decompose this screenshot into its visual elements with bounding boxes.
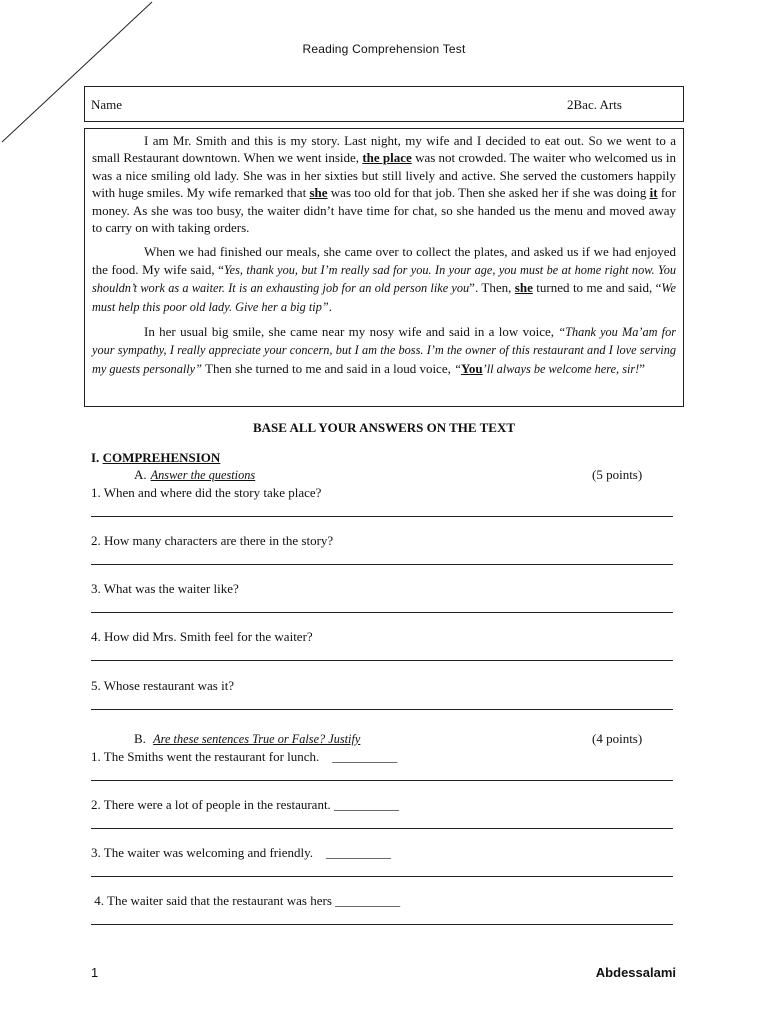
answer-line-b2[interactable] [91,828,673,829]
underlined-reference: the place [362,150,412,166]
underlined-reference: it [649,185,658,201]
question-a5: 5. Whose restaurant was it? [91,678,235,693]
answer-line-a1[interactable] [91,516,673,517]
question-a4: 4. How did Mrs. Smith feel for the waiter? [91,629,313,644]
answer-line-a3[interactable] [91,612,673,613]
answer-line-a5[interactable] [91,709,673,710]
underlined-reference: You [460,360,483,376]
reading-passage [84,128,684,407]
question-b3: 3. The waiter was welcoming and friendly. __________ [91,845,392,860]
answer-line-b1[interactable] [91,780,673,781]
answer-line-b3[interactable] [91,876,673,877]
question-b4: 4. The waiter said that the restaurant was hers __________ [91,893,401,908]
passage-paragraph-1: I am Mr. Smith and this is my story. Last night, my wife and I decided to eat out. So we went to a small Restaurant downtown. When we went inside, the place was not crowded. The waiter who welcomed us in was a nice smiling old lady. She was in her sixties but still lively and active. She served the customers happily with huge smiles. My wife remarked that she was too old for that job. Then she asked her if she was doing it for money. As she was too busy, the waiter didn’t have time for chat, so she handed us the menu and moved away to carry on with taking orders. [92,133,676,236]
answer-line-a2[interactable] [91,564,673,565]
part-a-heading: A. Answer the questions [134,467,256,482]
question-b1: 1. The Smiths went the restaurant for lunch. __________ [91,749,398,764]
passage-paragraph-3: In her usual big smile, she came near my nosy wife and said in a low voice, “Thank you Ma’am for your sympathy, I really appreciate your concern, but I am the boss. I’m the owner of this restaurant and I love serving my guests personally” Then she turned to me and said in a loud voice, “You’ll always be welcome here, sir!” [92,324,676,376]
question-b2: 2. There were a lot of people in the restaurant. __________ [91,797,400,812]
name-label: Name [91,97,123,112]
question-a3: 3. What was the waiter like? [91,581,239,596]
part-b-heading: B. Are these sentences True or False? Justify [134,731,361,746]
page-number: 1 [91,965,99,980]
answer-line-b4[interactable] [91,924,673,925]
name-box [84,86,684,122]
author-name: Abdessalami [595,965,676,980]
passage-paragraph-2: When we had finished our meals, she came over to collect the plates, and asked us if we had enjoyed the food. My wife said, “Yes, thank you, but I’m really sad for you. In your age, you must be at home right now. You shouldn’t work as a waiter. It is an exhausting job for an old person like you”. Then, she turned to me and said, “We must help this poor old lady. Give her a big tip”. [92,244,676,314]
question-a1: 1. When and where did the story take place? [91,485,322,500]
instruction-heading: BASE ALL YOUR ANSWERS ON THE TEXT [252,420,515,435]
part-a-points: (5 points) [592,467,643,482]
section-heading: I. COMPREHENSION [91,450,221,465]
class-label: 2Bac. Arts [567,97,622,112]
page-title: Reading Comprehension Test [302,42,466,56]
question-a2: 2. How many characters are there in the story? [91,533,334,548]
underlined-reference: she [514,280,533,296]
part-b-points: (4 points) [592,731,643,746]
answer-line-a4[interactable] [91,660,673,661]
underlined-reference: she [309,185,328,201]
